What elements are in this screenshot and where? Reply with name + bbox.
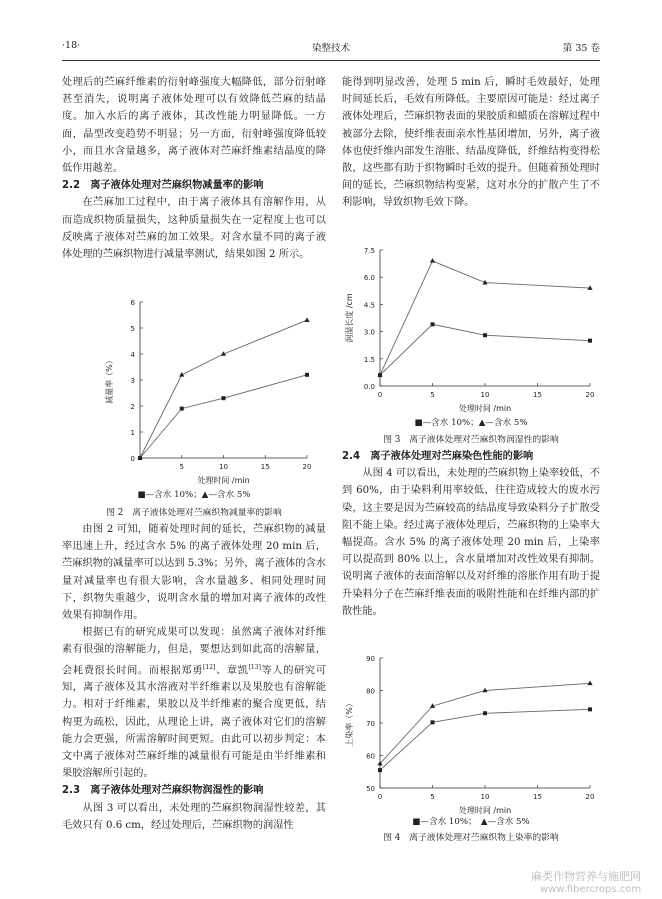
y-tick-label: 0.0: [363, 383, 375, 391]
series-line: [380, 709, 590, 770]
y-tick-label: 6: [130, 299, 135, 307]
paragraph-part: 等人的研究可知，离子液体及其水溶液对半纤维素以及果胶也有溶解能力。相对于纤维素，果胶以及半纤维素的聚合度更低，结构更为疏松，因此，从理论上讲，离子液体对它们的溶解能力会更强，所需溶解时间更短。由此可以初步判定：本文中离子液体对苎麻纤维的减量很有可能是由半纤维素和果胶溶解所引起的。: [62, 665, 327, 780]
x-axis-label: 处理时间 /min: [458, 806, 512, 815]
figure-2-plot: [62, 290, 322, 490]
data-point-square: [431, 720, 435, 724]
series-line: [140, 375, 307, 458]
data-point-square: [305, 373, 309, 377]
section-heading-2-4: 2.4 离子液体处理对苎麻染色性能的影响: [342, 451, 534, 462]
y-tick-label: 60: [366, 752, 375, 761]
figure-2-chart: [62, 290, 322, 490]
data-point-triangle: [587, 681, 592, 686]
header-rule: [62, 60, 600, 61]
journal-title: 染整技术: [312, 43, 351, 54]
x-tick-label: 20: [585, 793, 595, 801]
data-point-square: [588, 707, 592, 711]
y-tick-label: 2: [130, 403, 135, 411]
y-tick-label: 1: [130, 429, 135, 437]
y-tick-label: 5: [130, 325, 135, 333]
y-tick-label: 70: [366, 720, 375, 728]
section-heading-2-2: 2.2 离子液体处理对苎麻织物减量率的影响: [62, 180, 264, 192]
x-tick-label: 20: [585, 391, 595, 399]
figure-3-legend: ■—含水 10%；▲—含水 5%: [414, 418, 528, 428]
x-tick-label: 5: [430, 793, 435, 801]
x-tick-label: 0: [377, 391, 383, 399]
page-number: ·18·: [62, 40, 81, 51]
figure-2-caption: 图 2 离子液体处理对苎麻织物减量率的影响: [106, 508, 282, 518]
y-axis-label: 上染率（%）: [345, 699, 354, 747]
data-point-square: [222, 396, 226, 400]
paragraph: 从图 3 可以看出，未处理的苎麻织物润湿性较差，其毛效只有 0.6 cm，经过处理后，苎麻织物的润湿性: [62, 802, 326, 831]
running-header: [62, 40, 600, 56]
y-tick-label: 90: [366, 655, 375, 663]
citation-13: [13]: [248, 663, 261, 671]
paragraph: 处理后的苎麻纤维素的衍射峰强度大幅降低，部分衍射峰甚至消失，说明离子液体处理可以有效降低苎麻的结晶度。加入水后的离子液体，其改性能力明显降低。一方面，晶型改变趋势不明显；另一方面，衍射峰强度降低较小，而且水含量越多，离子液体对苎麻纤维素结晶度的降低作用越差。: [62, 77, 326, 175]
x-tick-label: 20: [302, 463, 312, 471]
watermark-title: 麻类作物营养与施肥网: [531, 870, 641, 883]
right-column-middle: [342, 448, 600, 620]
figure-4-chart: [342, 650, 602, 815]
section-heading-2-3: 2.3 离子液体处理对苎麻织物润湿性的影响: [62, 785, 264, 797]
figure-4-plot: [342, 650, 602, 815]
data-point-square: [588, 339, 592, 343]
volume-label: 第 35 卷: [562, 43, 600, 54]
y-tick-label: 50: [366, 785, 375, 793]
y-tick-label: 3: [130, 377, 135, 385]
data-point-square: [180, 407, 184, 411]
series-line: [380, 324, 590, 375]
figure-4-caption: 图 4 离子液体处理对苎麻织物上染率的影响: [383, 833, 559, 843]
paragraph: 由图 2 可知，随着处理时间的延长，苎麻织物的减量率迅速上升，经过含水 5% 的离子液体处理 20 min 后，苎麻织物的减量率可以达到 5.3%；另外，离子液体的含水量对减量率也有很大影响，含水量越多、相同处理时间下，织物失重越少，说明含水量的增加对离子液体的改性效果有抑制作用。: [62, 524, 326, 622]
series-line: [380, 261, 590, 375]
figure-4-legend: ■—含水 10%； ▲—含水 5%: [412, 817, 530, 827]
y-axis-label: 减量率（%）: [105, 356, 114, 404]
y-axis-label: 润湿长度 /cm: [345, 293, 354, 343]
data-point-square: [378, 768, 382, 772]
paragraph: 能得到明显改善，处理 5 min 后，瞬时毛效最好，处理时间延长后，毛效有所降低。主要原因可能是：经过离子液体处理后，苎麻织物表面的果胶质和蜡质在溶解过程中被部分去除，使纤维表面亲水性基团增加，另外，离子液体也使纤维内部发生溶胀、结晶度降低，纤维结构变得松散，这些都有助于织物瞬时毛效的提升。但随着预处理时间的延长，苎麻织物结构变紧，这对水分的扩散产生了不利影响，导致织物毛效下降。: [342, 77, 600, 209]
x-tick-label: 5: [179, 463, 184, 471]
y-tick-label: 3.0: [363, 328, 375, 337]
figure-3-caption: 图 3 离子液体处理对苎麻织物润湿性的影响: [383, 435, 559, 445]
paragraph: 从图 4 可以看出，未处理的苎麻织物上染率较低，不到 60%，由于染料利用率较低，往往造成较大的废水污染，这主要是因为苎麻较高的结晶度导致染料分子扩散受阻不能上染。经过离子液体处理后，苎麻织物的上染率大幅提高。含水 5% 的离子液体处理 20 min 后，上染率可以提高到 80% 以上，含水量增加对改性效果有抑制。说明离子液体的表面溶解以及对纤维的溶胀作用有助于提升染料分子在苎麻纤维表面的吸附性能和在纤维内部的扩散性能。: [342, 468, 600, 617]
citation-12: [12]: [203, 663, 216, 671]
x-tick-label: 0: [377, 793, 383, 801]
data-point-triangle: [304, 317, 309, 322]
x-axis-label: 处理时间 /min: [197, 476, 250, 485]
y-tick-label: 4: [130, 351, 135, 359]
paragraph: [62, 624, 326, 782]
x-axis-label: 处理时间 /min: [458, 404, 512, 413]
data-point-square: [483, 711, 487, 715]
series-line: [140, 320, 307, 458]
paragraph: 在苎麻加工过程中，由于离子液体具有溶解作用，从而造成织物质量损失，这种质量损失在一定程度上也可以反映离子液体对苎麻的加工效果。对含水量不同的离子液体处理的苎麻织物进行减量率测试，结果如图 2 所示。: [62, 197, 326, 261]
y-tick-label: 7.5: [363, 247, 375, 255]
paragraph-part: 、章凯: [215, 665, 249, 677]
x-tick-label: 15: [260, 463, 270, 471]
right-column-top: [342, 74, 600, 212]
data-point-square: [431, 322, 435, 326]
watermark-url: www.fibercrops.com: [540, 884, 642, 895]
x-tick-label: 5: [430, 391, 435, 399]
x-tick-label: 10: [480, 793, 490, 801]
y-tick-label: 6.0: [363, 274, 375, 283]
left-column-bottom: [62, 521, 326, 834]
paragraph-part: 根据已有的研究成果可以发现：虽然离子液体对纤维素有很强的溶解能力，但是，要想达到如此高的溶解量，会耗费很长时间。而根据郑勇: [62, 627, 326, 677]
figure-3-plot: [342, 238, 602, 418]
x-tick-label: 15: [533, 793, 542, 801]
figure-3-chart: [342, 238, 602, 418]
figure-2-legend: ■—含水 10%；▲—含水 5%: [137, 490, 251, 500]
data-point-square: [483, 333, 487, 337]
left-column-top: [62, 74, 326, 263]
x-tick-label: 15: [533, 391, 542, 399]
data-point-triangle: [430, 258, 435, 263]
series-line: [380, 683, 590, 763]
y-tick-label: 4.5: [363, 301, 375, 310]
y-tick-label: 0: [130, 455, 135, 463]
y-tick-label: 80: [366, 687, 375, 696]
y-tick-label: 1.5: [363, 355, 375, 364]
x-tick-label: 10: [480, 391, 490, 399]
x-tick-label: 10: [219, 463, 228, 471]
